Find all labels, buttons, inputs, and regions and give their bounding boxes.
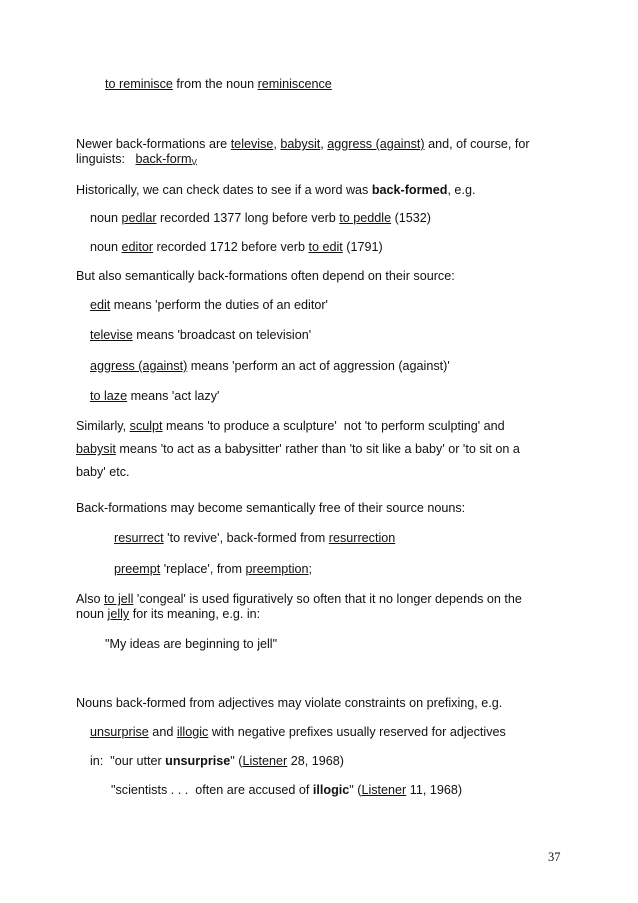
term-aggress-2: aggress (against) bbox=[90, 359, 188, 373]
term-unsurprise: unsurprise bbox=[90, 725, 149, 739]
term-babysit: babysit bbox=[280, 137, 321, 151]
term-sculpt: sculpt bbox=[129, 419, 163, 433]
term-televise-2: televise bbox=[90, 328, 133, 342]
example-line-editor: noun editor recorded 1712 before verb to edit (1791) bbox=[90, 240, 383, 254]
paragraph-jell-1: Also to jell 'congeal' is used figuratively so often that it no longer depends on the bbox=[76, 592, 522, 606]
term-back-form: back-form$_V$ bbox=[135, 152, 197, 167]
term-editor: editor bbox=[121, 240, 154, 254]
subscript-v: V bbox=[191, 158, 197, 167]
term-unsurprise-bold: unsurprise bbox=[165, 754, 231, 768]
paragraph-similarly-2: babysit means 'to act as a babysitter' rather than 'to sit like a baby' or 'to sit on a bbox=[76, 442, 520, 456]
paragraph-similarly-3: baby' etc. bbox=[76, 465, 130, 479]
term-preemption: preemption bbox=[245, 562, 309, 576]
paragraph-newer-back-formations: Newer back-formations are televise, babysit, aggress (against) and, of course, for bbox=[76, 137, 530, 151]
term-to-peddle: to peddle bbox=[339, 211, 392, 225]
term-jelly: jelly bbox=[107, 607, 130, 621]
example-line-resurrect: resurrect 'to revive', back-formed from resurrection bbox=[114, 531, 396, 545]
term-resurrection: resurrection bbox=[328, 531, 396, 545]
term-babysit-2: babysit bbox=[76, 442, 116, 456]
term-to-reminisce: to reminisce bbox=[105, 77, 173, 91]
term-illogic-bold: illogic bbox=[312, 783, 350, 797]
source-listener-2: Listener bbox=[361, 783, 407, 797]
paragraph-linguists-line: linguists: back-form$_V$ bbox=[76, 152, 197, 167]
term-illogic: illogic bbox=[176, 725, 209, 739]
term-back-formed: back-formed bbox=[371, 183, 448, 197]
paragraph-semantically-free: Back-formations may become semantically free of their source nouns: bbox=[76, 501, 466, 515]
example-line-pedlar: noun pedlar recorded 1377 long before verb to peddle (1532) bbox=[90, 211, 431, 225]
term-to-laze: to laze bbox=[90, 389, 128, 403]
page-number: 37 bbox=[548, 850, 561, 864]
term-resurrect: resurrect bbox=[114, 531, 164, 545]
citation-line-1: in: "our utter unsurprise" (Listener 28, 1968) bbox=[90, 754, 344, 768]
term-to-jell: to jell bbox=[104, 592, 134, 606]
term-aggress: aggress (against) bbox=[327, 137, 425, 151]
example-line-unsurprise: unsurprise and illogic with negative prefixes usually reserved for adjectives bbox=[90, 725, 506, 739]
term-reminiscence: reminiscence bbox=[257, 77, 332, 91]
term-preempt: preempt bbox=[114, 562, 161, 576]
example-line-televise: televise means 'broadcast on television' bbox=[90, 328, 312, 342]
example-line-preempt: preempt 'replace', from preemption; bbox=[114, 562, 313, 576]
citation-line-2: "scientists . . . often are accused of illogic" (Listener 11, 1968) bbox=[111, 783, 463, 797]
quote-my-ideas: "My ideas are beginning to jell" bbox=[105, 637, 278, 651]
term-pedlar: pedlar bbox=[121, 211, 157, 225]
example-line-edit: edit means 'perform the duties of an editor' bbox=[90, 298, 328, 312]
source-listener-1: Listener bbox=[242, 754, 288, 768]
example-line-laze: to laze means 'act lazy' bbox=[90, 389, 220, 403]
term-to-edit: to edit bbox=[308, 240, 343, 254]
term-televise: televise bbox=[230, 137, 274, 151]
term-edit: edit bbox=[90, 298, 111, 312]
paragraph-historically: Historically, we can check dates to see if a word was back-formed, e.g. bbox=[76, 183, 476, 197]
paragraph-similarly-1: Similarly, sculpt means 'to produce a sculpture' not 'to perform sculpting' and bbox=[76, 419, 505, 433]
paragraph-jell-2: noun jelly for its meaning, e.g. in: bbox=[76, 607, 261, 621]
paragraph-semantically: But also semantically back-formations often depend on their source: bbox=[76, 269, 455, 283]
example-line-reminisce: to reminisce from the noun reminiscence bbox=[105, 77, 332, 91]
example-line-aggress: aggress (against) means 'perform an act of aggression (against)' bbox=[90, 359, 450, 373]
paragraph-nouns-back-formed: Nouns back-formed from adjectives may violate constraints on prefixing, e.g. bbox=[76, 696, 503, 710]
